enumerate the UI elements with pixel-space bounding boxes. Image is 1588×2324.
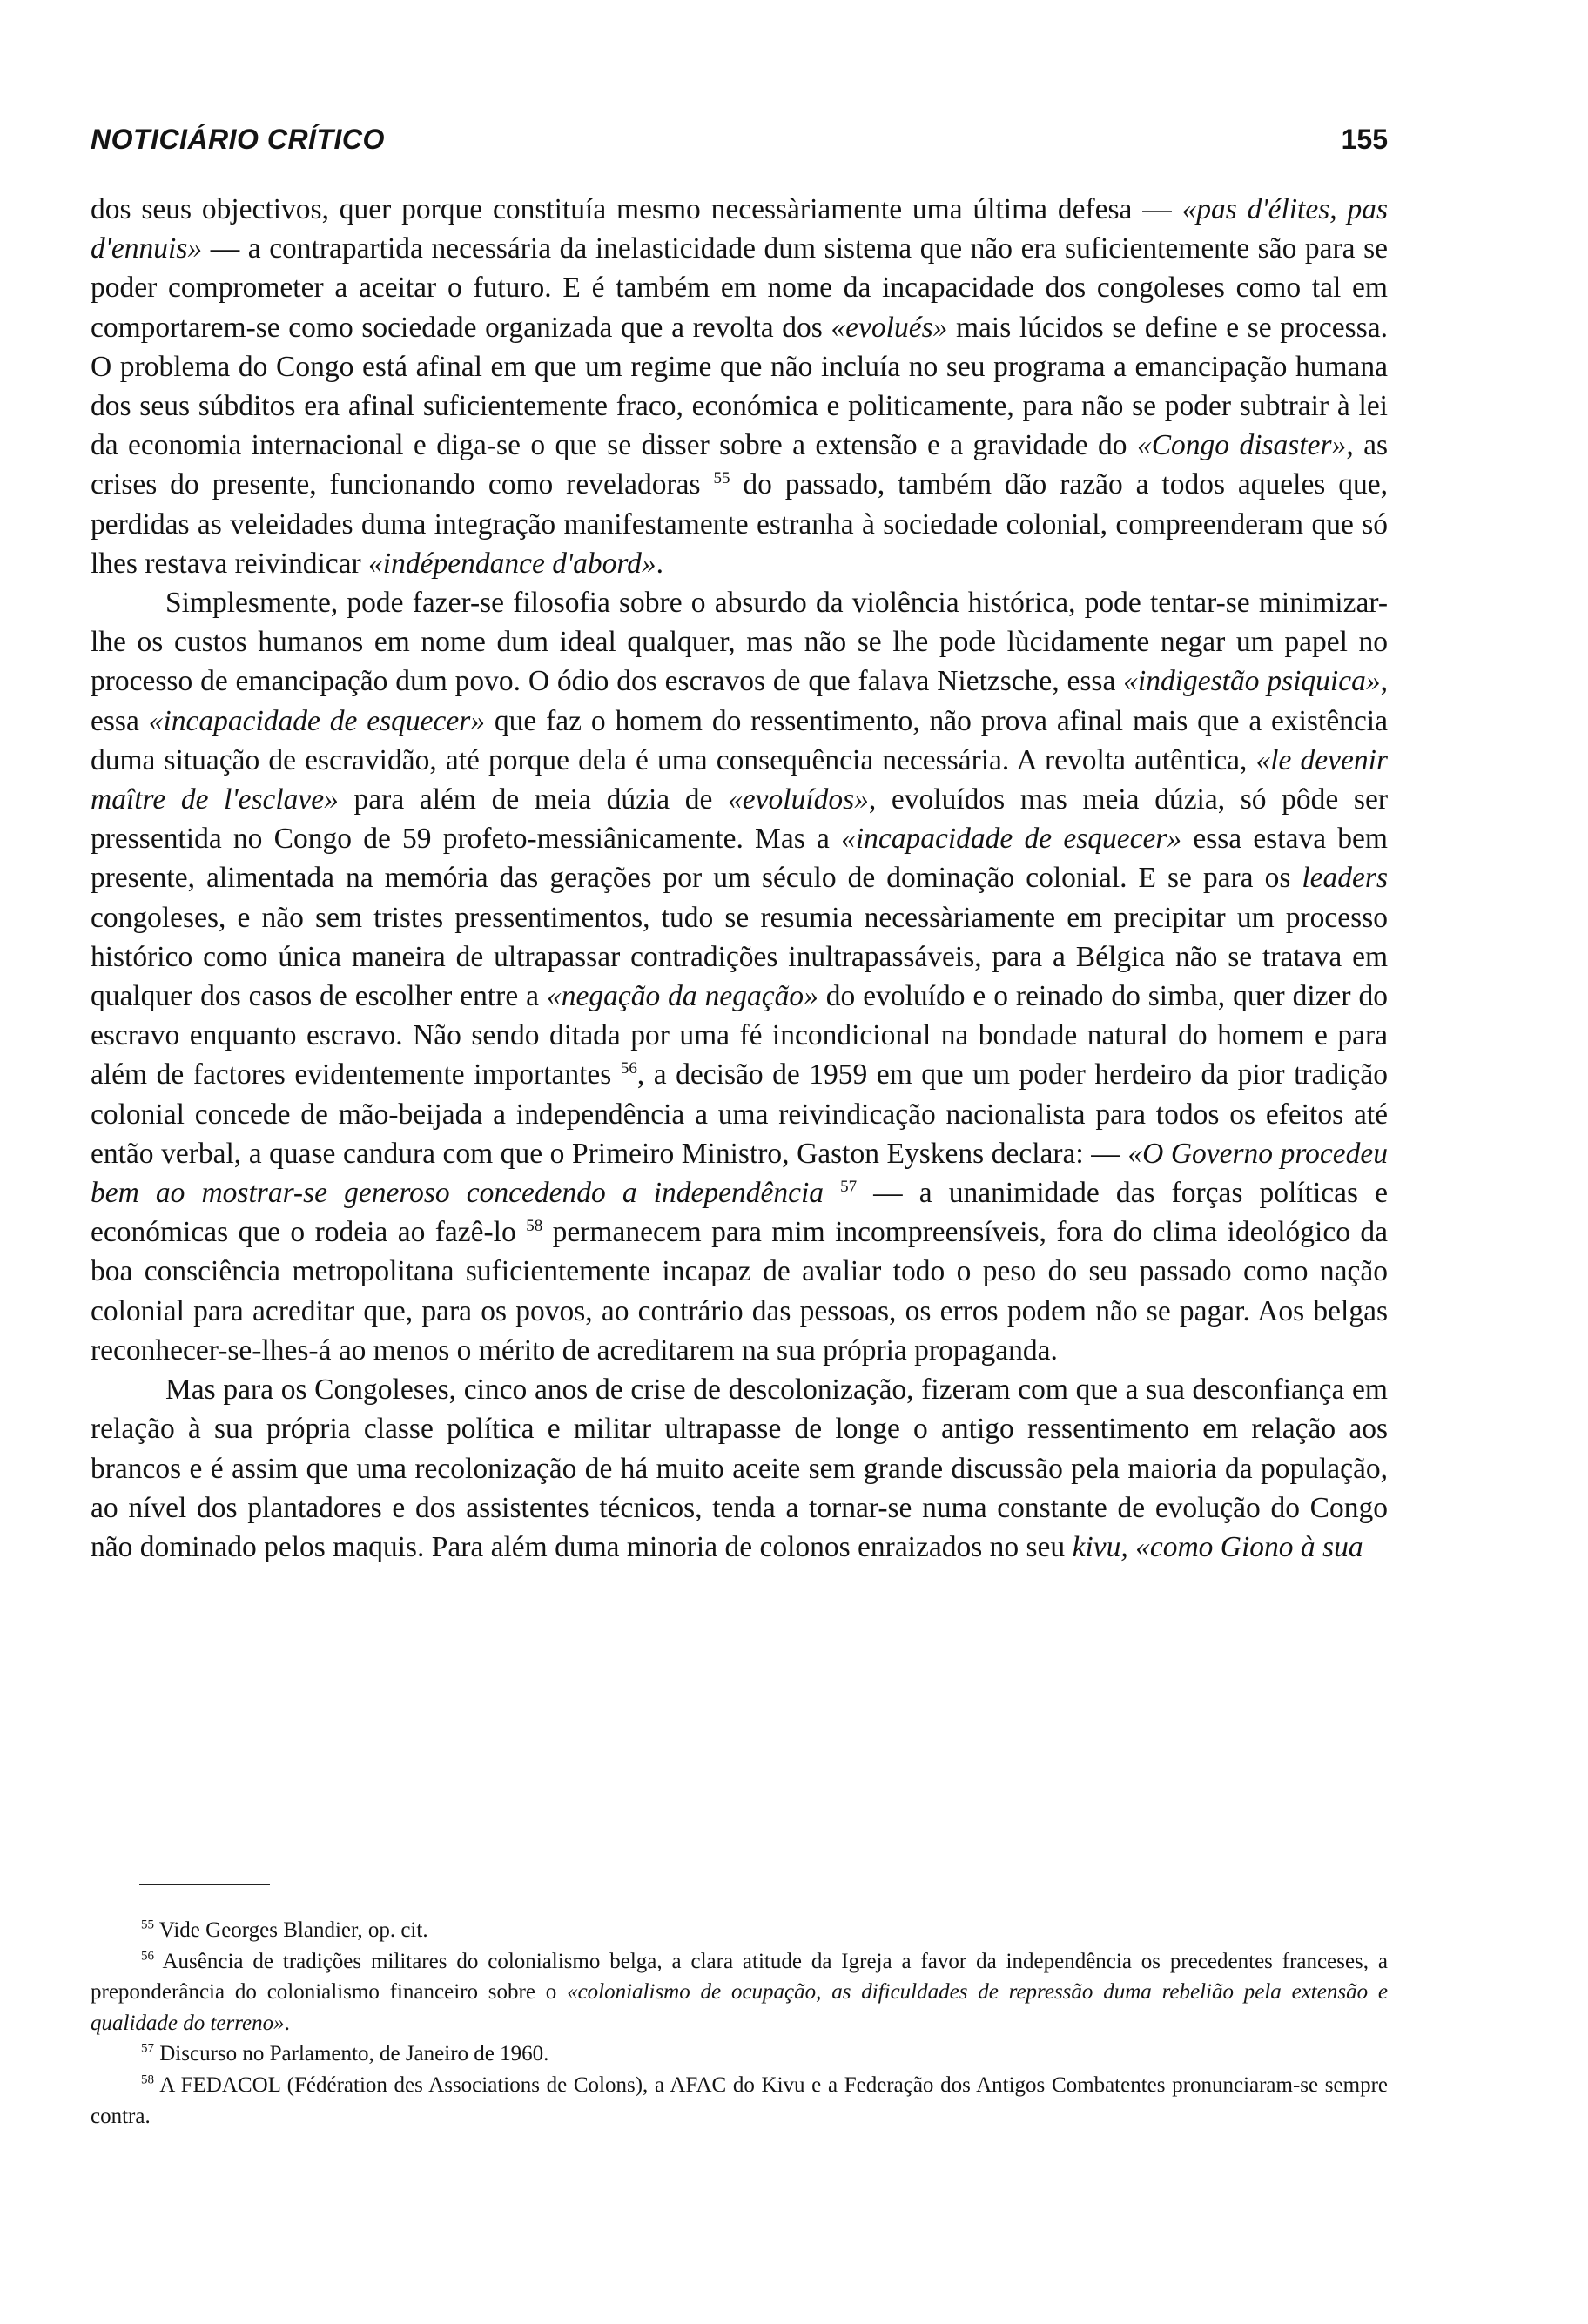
quoted-phrase: «evolués» (831, 311, 948, 344)
quoted-phrase: «incapacidade de esquecer» (148, 704, 486, 737)
text-run: Simplesmente, pode fazer-se filosofia sobre o absurdo da violência histórica, pode tentar-se minimizar-lhe os custos humanos em nome dum ideal qualquer, mas não se lhe pode lùcidamente negar um papel no processo de emancipação dum povo. O ódio dos escravos de que falava Nietzsche, essa (91, 587, 1388, 698)
text-run: mais lúcidos se define e se processa. O problema do Congo está afinal em que um regime que não incluía no seu programa a emancipação humana dos seus súbditos era afinal suficientemente fraco, económica e politicamente, para não se poder subtrair à lei da economia internacional e diga-se o que se disser sobre a extensão e a gravidade do (91, 311, 1388, 462)
footnote-text: A FEDACOL (Fédération des Associations de Colons), a AFAC do Kivu e a Federação dos Antigos Combatentes pronunciaram-se sempre contra. (91, 2072, 1388, 2128)
text-run: essa estava bem presente, alimentada na memória das gerações por um século de dominação colonial. E se para os (91, 823, 1388, 895)
paragraph-2 (91, 583, 1388, 1370)
footnote-number: 56 (141, 1949, 154, 1964)
footnote-divider (139, 1884, 270, 1885)
text-run: , a decisão de 1959 em que um poder herdeiro da pior tradição colonial concede de mão-beijada a independência a uma reivindicação nacionalista para todos os efeitos até então verbal, a quase candura com que o Primeiro Ministro, Gaston Eyskens declara: — (91, 1058, 1388, 1170)
italic-term: leaders (1302, 862, 1388, 895)
text-run: . (656, 547, 664, 580)
text-run: permanecem para mim incompreensíveis, fora do clima ideológico da boa consciência metropolitana suficientemente incapaz de avaliar todo o peso do seu passado como nação colonial para acreditar que, para os povos, ao contrário das pessoas, os erros podem não se pagar. Aos belgas reconhecer-se-lhes-á ao menos o mérito de acreditarem na sua própria propaganda. (91, 1216, 1389, 1367)
text-run: , essa (91, 665, 1388, 737)
text-run: , as crises do presente, funcionando como reveladoras (91, 429, 1389, 501)
footnote-number: 55 (141, 1918, 154, 1932)
footnote-55 (91, 1915, 1388, 1946)
page-number: 155 (1341, 124, 1388, 155)
text-run: do passado, também dão razão a todos aqueles que, perdidas as veleidades duma integração manifestamente estranha à sociedade colonial, compreenderam que só lhes restava reivindicar (91, 468, 1388, 580)
footnote-56 (91, 1946, 1388, 2039)
footnote-ref-56: 56 (620, 1059, 637, 1078)
footnotes (91, 1915, 1388, 2132)
quoted-phrase: «indépendance d'abord» (368, 547, 656, 580)
footnote-text: Discurso no Parlamento, de Janeiro de 1960. (154, 2042, 549, 2066)
footnote-number: 58 (141, 2072, 154, 2087)
text-run: — a unanimidade das forças políticas e económicas que o rodeia ao fazê-lo (91, 1177, 1388, 1249)
running-title: NOTICIÁRIO CRÍTICO (91, 124, 385, 155)
footnote-quoted-phrase: «colonialismo de ocupação, as dificuldades de repressão duma rebelião pela extensão e qualidade do terreno» (91, 1980, 1388, 2035)
quoted-phrase: «O Governo procedeu bem ao mostrar-se generoso concedendo a independência (91, 1137, 1389, 1210)
text-run: dos seus objectivos, quer porque constituía mesmo necessàriamente uma última defesa — (91, 193, 1182, 225)
paragraph-1 (91, 190, 1388, 583)
quoted-phrase: «evoluídos» (728, 783, 869, 816)
quoted-phrase: «Congo disaster» (1136, 429, 1347, 462)
text-run: que faz o homem do ressentimento, não prova afinal mais que a existência duma situação de escravidão, até porque dela é uma consequência necessária. A revolta autêntica, (91, 704, 1388, 776)
footnote-ref-55: 55 (713, 469, 730, 488)
footnote-text: Ausência de tradições militares do colonialismo belga, a clara atitude da Igreja a favor da independência os precedentes franceses, a preponderância do colonialismo financeiro sobre o (91, 1949, 1388, 2005)
quoted-phrase: «le devenir maître de l'esclave» (91, 743, 1388, 816)
paragraph-3 (91, 1370, 1388, 1567)
quoted-phrase: «negação da negação» (546, 980, 818, 1013)
quoted-phrase: «incapacidade de esquecer» (841, 823, 1182, 856)
footnote-58 (91, 2070, 1388, 2132)
text-run: para além de meia dúzia de (338, 783, 729, 816)
footnote-number: 57 (141, 2042, 154, 2057)
text-run: , evoluídos mas meia dúzia, só pôde ser pressentida no Congo de 59 profeto-messiânicamente. Mas a (91, 783, 1388, 856)
footnote-text: Vide Georges Blandier, op. cit. (154, 1918, 428, 1942)
footnote-ref-58: 58 (526, 1217, 543, 1236)
body-text (91, 190, 1388, 1567)
footnote-57 (91, 2039, 1388, 2070)
footnote-text: . (284, 2011, 290, 2035)
text-run: congoleses, e não sem tristes pressentimentos, tudo se resumia necessàriamente em precipitar um processo histórico como única maneira de ultrapassar contradições inultrapassáveis, para a Bélgica não se tratava em qualquer dos casos de escolher entre a (91, 901, 1388, 1013)
quoted-phrase: «pas d'élites, pas d'ennuis» (91, 193, 1388, 265)
footnote-ref-57: 57 (840, 1177, 858, 1196)
text-run: do evoluído e o reinado do simba, quer dizer do escravo enquanto escravo. Não sendo ditada por uma fé incondicional na bondade natural do homem e para além de factores evidentemente importantes (91, 980, 1388, 1091)
text-run: Mas para os Congoleses, cinco anos de crise de descolonização, fizeram com que a sua desconfiança em relação à sua própria classe política e militar ultrapasse de longe o antigo ressentimento em relação aos brancos e é assim que uma recolonização de há muito aceite sem grande discussão pela maioria da população, ao nível dos plantadores e dos assistentes técnicos, tenda a tornar-se numa constante de evolução do Congo não dominado pelos maquis. Para além duma minoria de colonos enraizados no seu (91, 1374, 1388, 1563)
running-head (91, 124, 1388, 167)
quoted-phrase: «indigestão psiquica» (1123, 665, 1381, 698)
quoted-phrase: kivu, «como Giono à sua (1072, 1530, 1363, 1563)
text-run: — a contrapartida necessária da inelasticidade dum sistema que não era suficientemente são para se poder comprometer a aceitar o futuro. E é também em nome da incapacidade dos congoleses como tal em comportarem-se como sociedade organizada que a revolta dos (91, 232, 1388, 344)
